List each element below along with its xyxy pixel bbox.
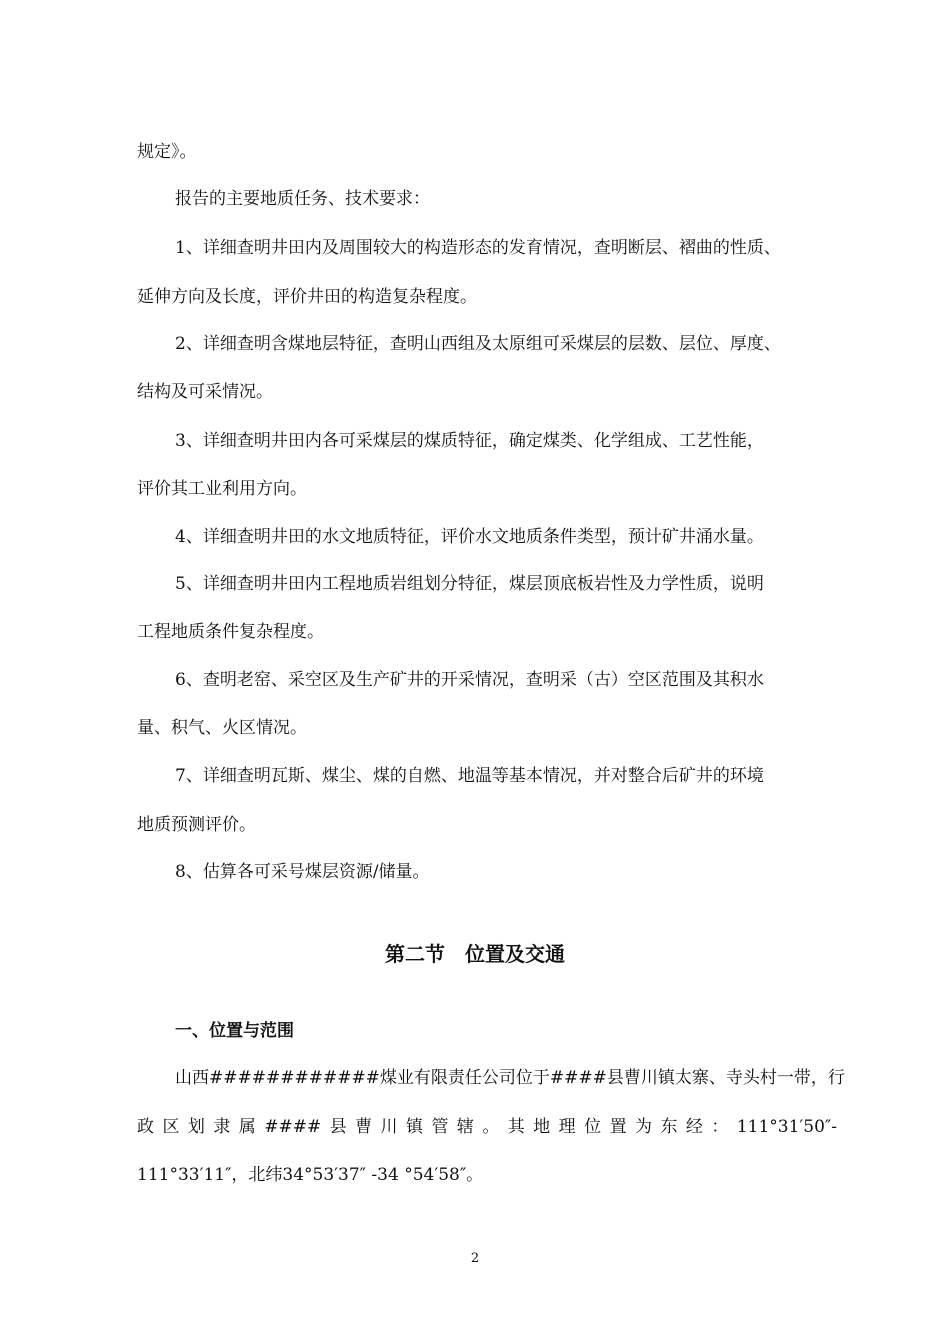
task-5-line-1: 5、详细查明井田内工程地质岩组划分特征，煤层顶底板岩性及力学性质，说明 — [175, 574, 764, 594]
task-7-line-1: 7、详细查明瓦斯、煤尘、煤的自燃、地温等基本情况，并对整合后矿井的环境 — [175, 766, 764, 786]
task-8-line-1: 8、估算各可采号煤层资源/储量。 — [175, 862, 430, 882]
task-4-line-1: 4、详细查明井田的水文地质特征，评价水文地质条件类型，预计矿井涌水量。 — [175, 527, 764, 547]
task-6-line-1: 6、查明老窑、采空区及生产矿井的开采情况，查明采（古）空区范围及其积水 — [175, 670, 764, 690]
task-1-line-2: 延伸方向及长度，评价井田的构造复杂程度。 — [137, 287, 477, 307]
continuation-line: 规定》。 — [137, 142, 197, 162]
task-3-line-2: 评价其工业利用方向。 — [137, 479, 307, 499]
section-title: 第二节 位置及交通 — [385, 942, 565, 966]
page-number: 2 — [470, 1251, 480, 1266]
location-line-1: 山西############煤业有限责任公司位于####县曹川镇太寨、寺头村一带，行 — [175, 1068, 845, 1088]
task-5-line-2: 工程地质条件复杂程度。 — [137, 622, 324, 642]
subsection-title: 一、位置与范围 — [175, 1021, 294, 1041]
task-2-line-2: 结构及可采情况。 — [137, 382, 273, 402]
task-1-line-1: 1、详细查明井田内及周围较大的构造形态的发育情况，查明断层、褶曲的性质、 — [175, 238, 781, 258]
location-line-3: 111°33′11″，北纬34°53′37″ -34 °54′58″。 — [137, 1165, 484, 1185]
task-7-line-2: 地质预测评价。 — [137, 815, 256, 835]
task-6-line-2: 量、积气、火区情况。 — [137, 718, 307, 738]
task-3-line-1: 3、详细查明井田内各可采煤层的煤质特征，确定煤类、化学组成、工艺性能， — [175, 431, 764, 451]
intro-line: 报告的主要地质任务、技术要求： — [175, 189, 430, 209]
task-2-line-1: 2、详细查明含煤地层特征，查明山西组及太原组可采煤层的层数、层位、厚度、 — [175, 334, 781, 354]
location-line-2: 政区划隶属####县曹川镇管辖。其地理位置为东经：111°31′50″- — [137, 1117, 837, 1137]
